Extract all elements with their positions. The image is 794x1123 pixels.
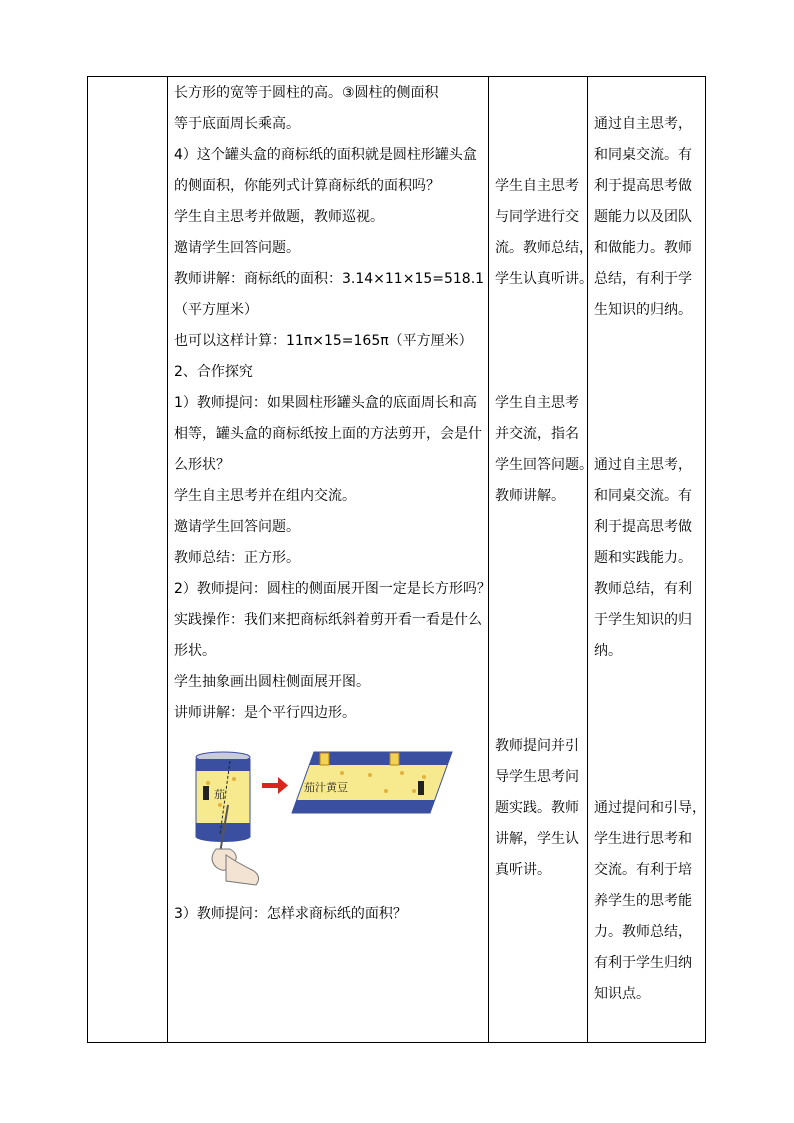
column-divider bbox=[488, 76, 489, 1043]
main-line: 学生自主思考并在组内交流。 bbox=[174, 488, 356, 504]
main-line: 的侧面积，你能列式计算商标纸的面积吗？ bbox=[174, 178, 440, 194]
intent-line: 通过提问和引导， bbox=[594, 800, 706, 816]
intent-line: 有利于学生归纳 bbox=[594, 955, 692, 971]
main-line: 4）这个罐头盒的商标纸的面积就是圆柱形罐头盒 bbox=[174, 147, 477, 163]
column-divider bbox=[587, 76, 588, 1043]
student-activity-line: 讲解，学生认 bbox=[495, 831, 579, 847]
arrow-icon bbox=[262, 777, 288, 794]
main-line: 2）教师提问：圆柱的侧面展开图一定是长方形吗？ bbox=[174, 581, 491, 597]
intent-line: 养学生的思考能 bbox=[594, 893, 692, 909]
section-heading: 2、合作探究 bbox=[174, 364, 253, 380]
intent-line: 和做能力。教师 bbox=[594, 240, 692, 256]
main-line: 形状。 bbox=[174, 643, 216, 659]
intent-line: 学生进行思考和 bbox=[594, 831, 692, 847]
intent-line: 于学生知识的归 bbox=[594, 612, 692, 628]
intent-line: 总结，有利于学 bbox=[594, 271, 692, 287]
student-activity-line: 题实践。教师 bbox=[495, 800, 579, 816]
intent-line: 生知识的归纳。 bbox=[594, 302, 692, 318]
intent-line: 利于提高思考做 bbox=[594, 178, 692, 194]
main-line: 1）教师提问：如果圆柱形罐头盒的底面周长和高 bbox=[174, 395, 477, 411]
main-line: 教师总结：正方形。 bbox=[174, 550, 300, 566]
intent-line: 教师总结，有利 bbox=[594, 581, 692, 597]
student-activity-line: 学生回答问题。 bbox=[495, 457, 593, 473]
main-line: 学生抽象画出圆柱侧面展开图。 bbox=[174, 674, 370, 690]
main-line: 邀请学生回答问题。 bbox=[174, 519, 300, 535]
can-unroll-illustration bbox=[190, 745, 465, 890]
main-line: 相等，罐头盒的商标纸按上面的方法剪开，会是什 bbox=[174, 426, 482, 442]
student-activity-line: 学生自主思考 bbox=[495, 178, 579, 194]
main-line: 等于底面周长乘高。 bbox=[174, 116, 300, 132]
student-activity-line: 学生自主思考 bbox=[495, 395, 579, 411]
student-activity-line: 流。教师总结， bbox=[495, 240, 593, 256]
main-line: 邀请学生回答问题。 bbox=[174, 240, 300, 256]
can-label-text: 茄 bbox=[214, 788, 225, 801]
main-line: 也可以这样计算：11π×15=165π（平方厘米） bbox=[174, 333, 473, 349]
main-line: 学生自主思考并做题，教师巡视。 bbox=[174, 209, 384, 225]
student-activity-line: 教师讲解。 bbox=[495, 488, 565, 504]
intent-line: 利于提高思考做 bbox=[594, 519, 692, 535]
intent-line: 和同桌交流。有 bbox=[594, 488, 692, 504]
intent-line: 力。教师总结， bbox=[594, 924, 692, 940]
intent-line: 交流。有利于培 bbox=[594, 862, 692, 878]
can-image bbox=[196, 752, 259, 885]
intent-line: 题能力以及团队 bbox=[594, 209, 692, 225]
main-line: 么形状？ bbox=[174, 457, 230, 473]
student-activity-line: 教师提问并引 bbox=[495, 738, 579, 754]
unrolled-label-image bbox=[292, 752, 452, 813]
intent-line: 通过自主思考， bbox=[594, 457, 692, 473]
column-divider bbox=[167, 76, 168, 1043]
intent-line: 题和实践能力。 bbox=[594, 550, 692, 566]
main-line: 讲师讲解：是个平行四边形。 bbox=[174, 705, 356, 721]
main-line: 教师讲解：商标纸的面积：3.14×11×15=518.1 bbox=[174, 271, 485, 287]
main-line: （平方厘米） bbox=[174, 302, 258, 318]
student-activity-line: 与同学进行交 bbox=[495, 209, 579, 225]
label-text: 茄汁黄豆 bbox=[304, 781, 348, 794]
student-activity-line: 并交流，指名 bbox=[495, 426, 579, 442]
intent-line: 和同桌交流。有 bbox=[594, 147, 692, 163]
intent-line: 知识点。 bbox=[594, 986, 650, 1002]
student-activity-line: 真听讲。 bbox=[495, 862, 551, 878]
intent-line: 纳。 bbox=[594, 643, 622, 659]
main-line: 长方形的宽等于圆柱的高。③圆柱的侧面积 bbox=[174, 85, 439, 101]
main-line: 实践操作：我们来把商标纸斜着剪开看一看是什么 bbox=[174, 612, 482, 628]
student-activity-line: 导学生思考问 bbox=[495, 769, 579, 785]
main-line: 3）教师提问：怎样求商标纸的面积？ bbox=[174, 906, 407, 922]
intent-line: 通过自主思考， bbox=[594, 116, 692, 132]
student-activity-line: 学生认真听讲。 bbox=[495, 271, 593, 287]
